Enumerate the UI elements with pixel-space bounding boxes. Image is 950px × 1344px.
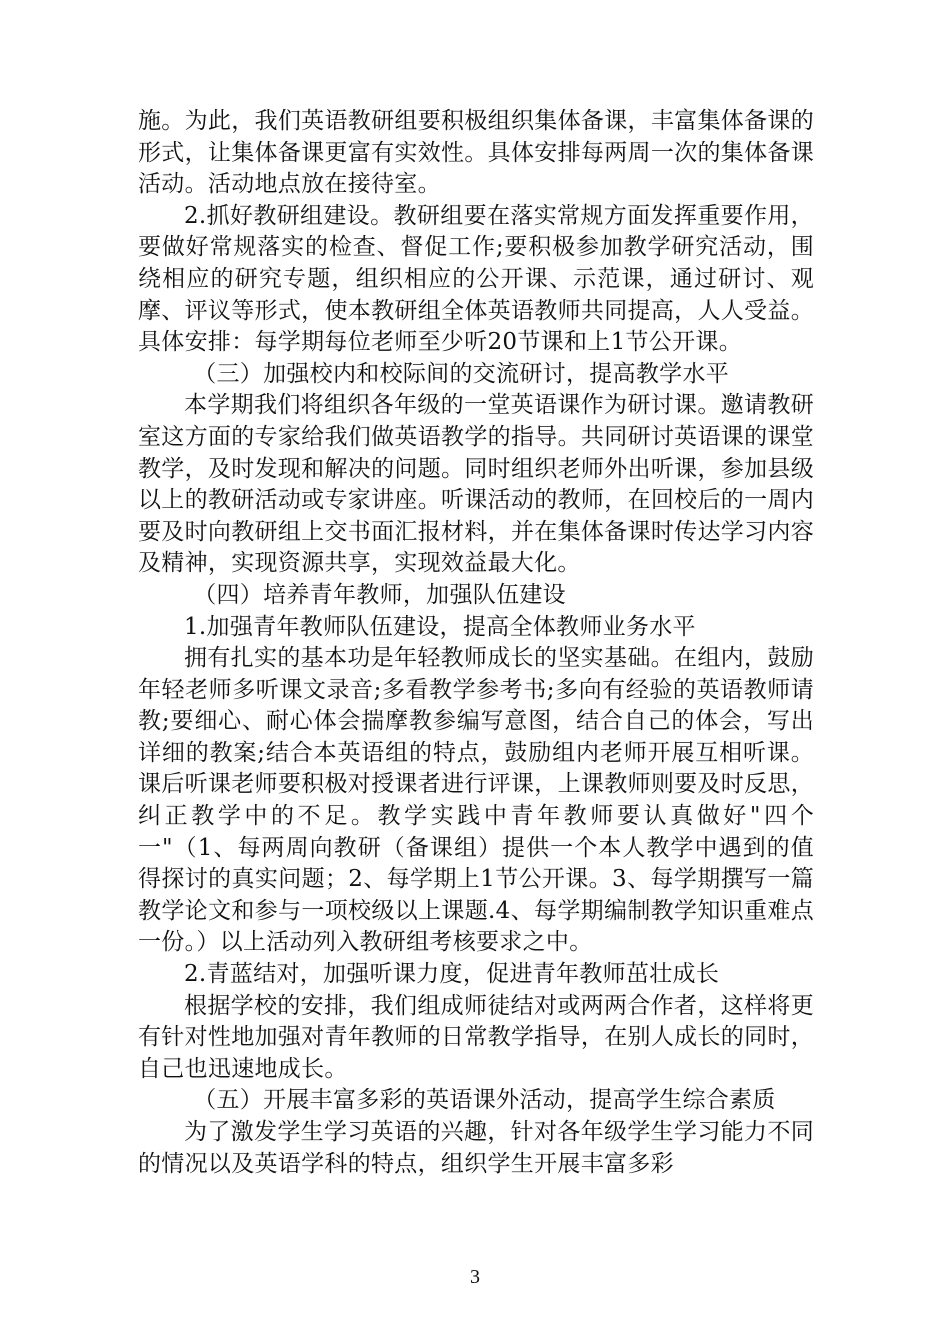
paragraph-activities: 为了激发学生学习英语的兴趣，针对各年级学生学习能力不同的情况以及英语学科的特点，组织学生开展丰富多彩 <box>138 1119 814 1177</box>
paragraph-mentoring: 根据学校的安排，我们组成师徒结对或两两合作者，这样将更有针对性地加强对青年教师的日常教学指导，在别人成长的同时，自己也迅速地成长。 <box>138 992 814 1082</box>
page-number: 3 <box>470 1266 480 1288</box>
section-heading-4: （四）培养青年教师，加强队伍建设 <box>193 581 566 608</box>
section-heading-5: （五）开展丰富多彩的英语课外活动，提高学生综合素质 <box>193 1087 776 1114</box>
paragraph-exchange-research: 本学期我们将组织各年级的一堂英语课作为研讨课。邀请教研室这方面的专家给我们做英语教学的指导。共同研讨英语课的课堂教学，及时发现和解决的问题。同时组织老师外出听课，参加县级以上的教研活动或专家讲座。听课活动的教师，在回校后的一周内要及时向教研组上交书面汇报材料，并在集体备课时传达学习内容及精神，实现资源共享，实现效益最大化。 <box>138 392 814 577</box>
paragraph-continuation: 施。为此，我们英语教研组要积极组织集体备课，丰富集体备课的形式，让集体备课更富有实效性。具体安排每两周一次的集体备课活动。活动地点放在接待室。 <box>138 108 814 198</box>
body-text <box>138 106 814 1180</box>
section-heading-3: （三）加强校内和校际间的交流研讨，提高教学水平 <box>193 360 730 387</box>
paragraph-item-2: 2.抓好教研组建设。教研组要在落实常规方面发挥重要作用，要做好常规落实的检查、督促工作;要积极参加教学研究活动，围绕相应的研究专题，组织相应的公开课、示范课，通过研讨、观摩、评议等形式，使本教研组全体英语教师共同提高，人人受益。具体安排：每学期每位老师至少听20节课和上1节公开课。 <box>138 202 814 356</box>
paragraph-basic-skills: 拥有扎实的基本功是年轻教师成长的坚实基础。在组内，鼓励年轻老师多听课文录音;多看教学参考书;多向有经验的英语教师请教;要细心、耐心体会揣摩教参编写意图，结合自己的体会，写出详细的教案;结合本英语组的特点，鼓励组内老师开展互相听课。课后听课老师要积极对授课者进行评课，上课教师则要及时反思，纠正教学中的不足。教学实践中青年教师要认真做好"四个一"（1、每两周向教研（备课组）提供一个本人教学中遇到的值得探讨的真实问题；2、每学期上1节公开课。3、每学期撰写一篇教学论文和参与一项校级以上课题.4、每学期编制教学知识重难点一份。）以上活动列入教研组考核要求之中。 <box>138 645 814 956</box>
subheading-young-teachers: 1.加强青年教师队伍建设，提高全体教师业务水平 <box>184 613 696 640</box>
subheading-mentoring: 2.青蓝结对，加强听课力度，促进青年教师茁壮成长 <box>184 961 720 988</box>
